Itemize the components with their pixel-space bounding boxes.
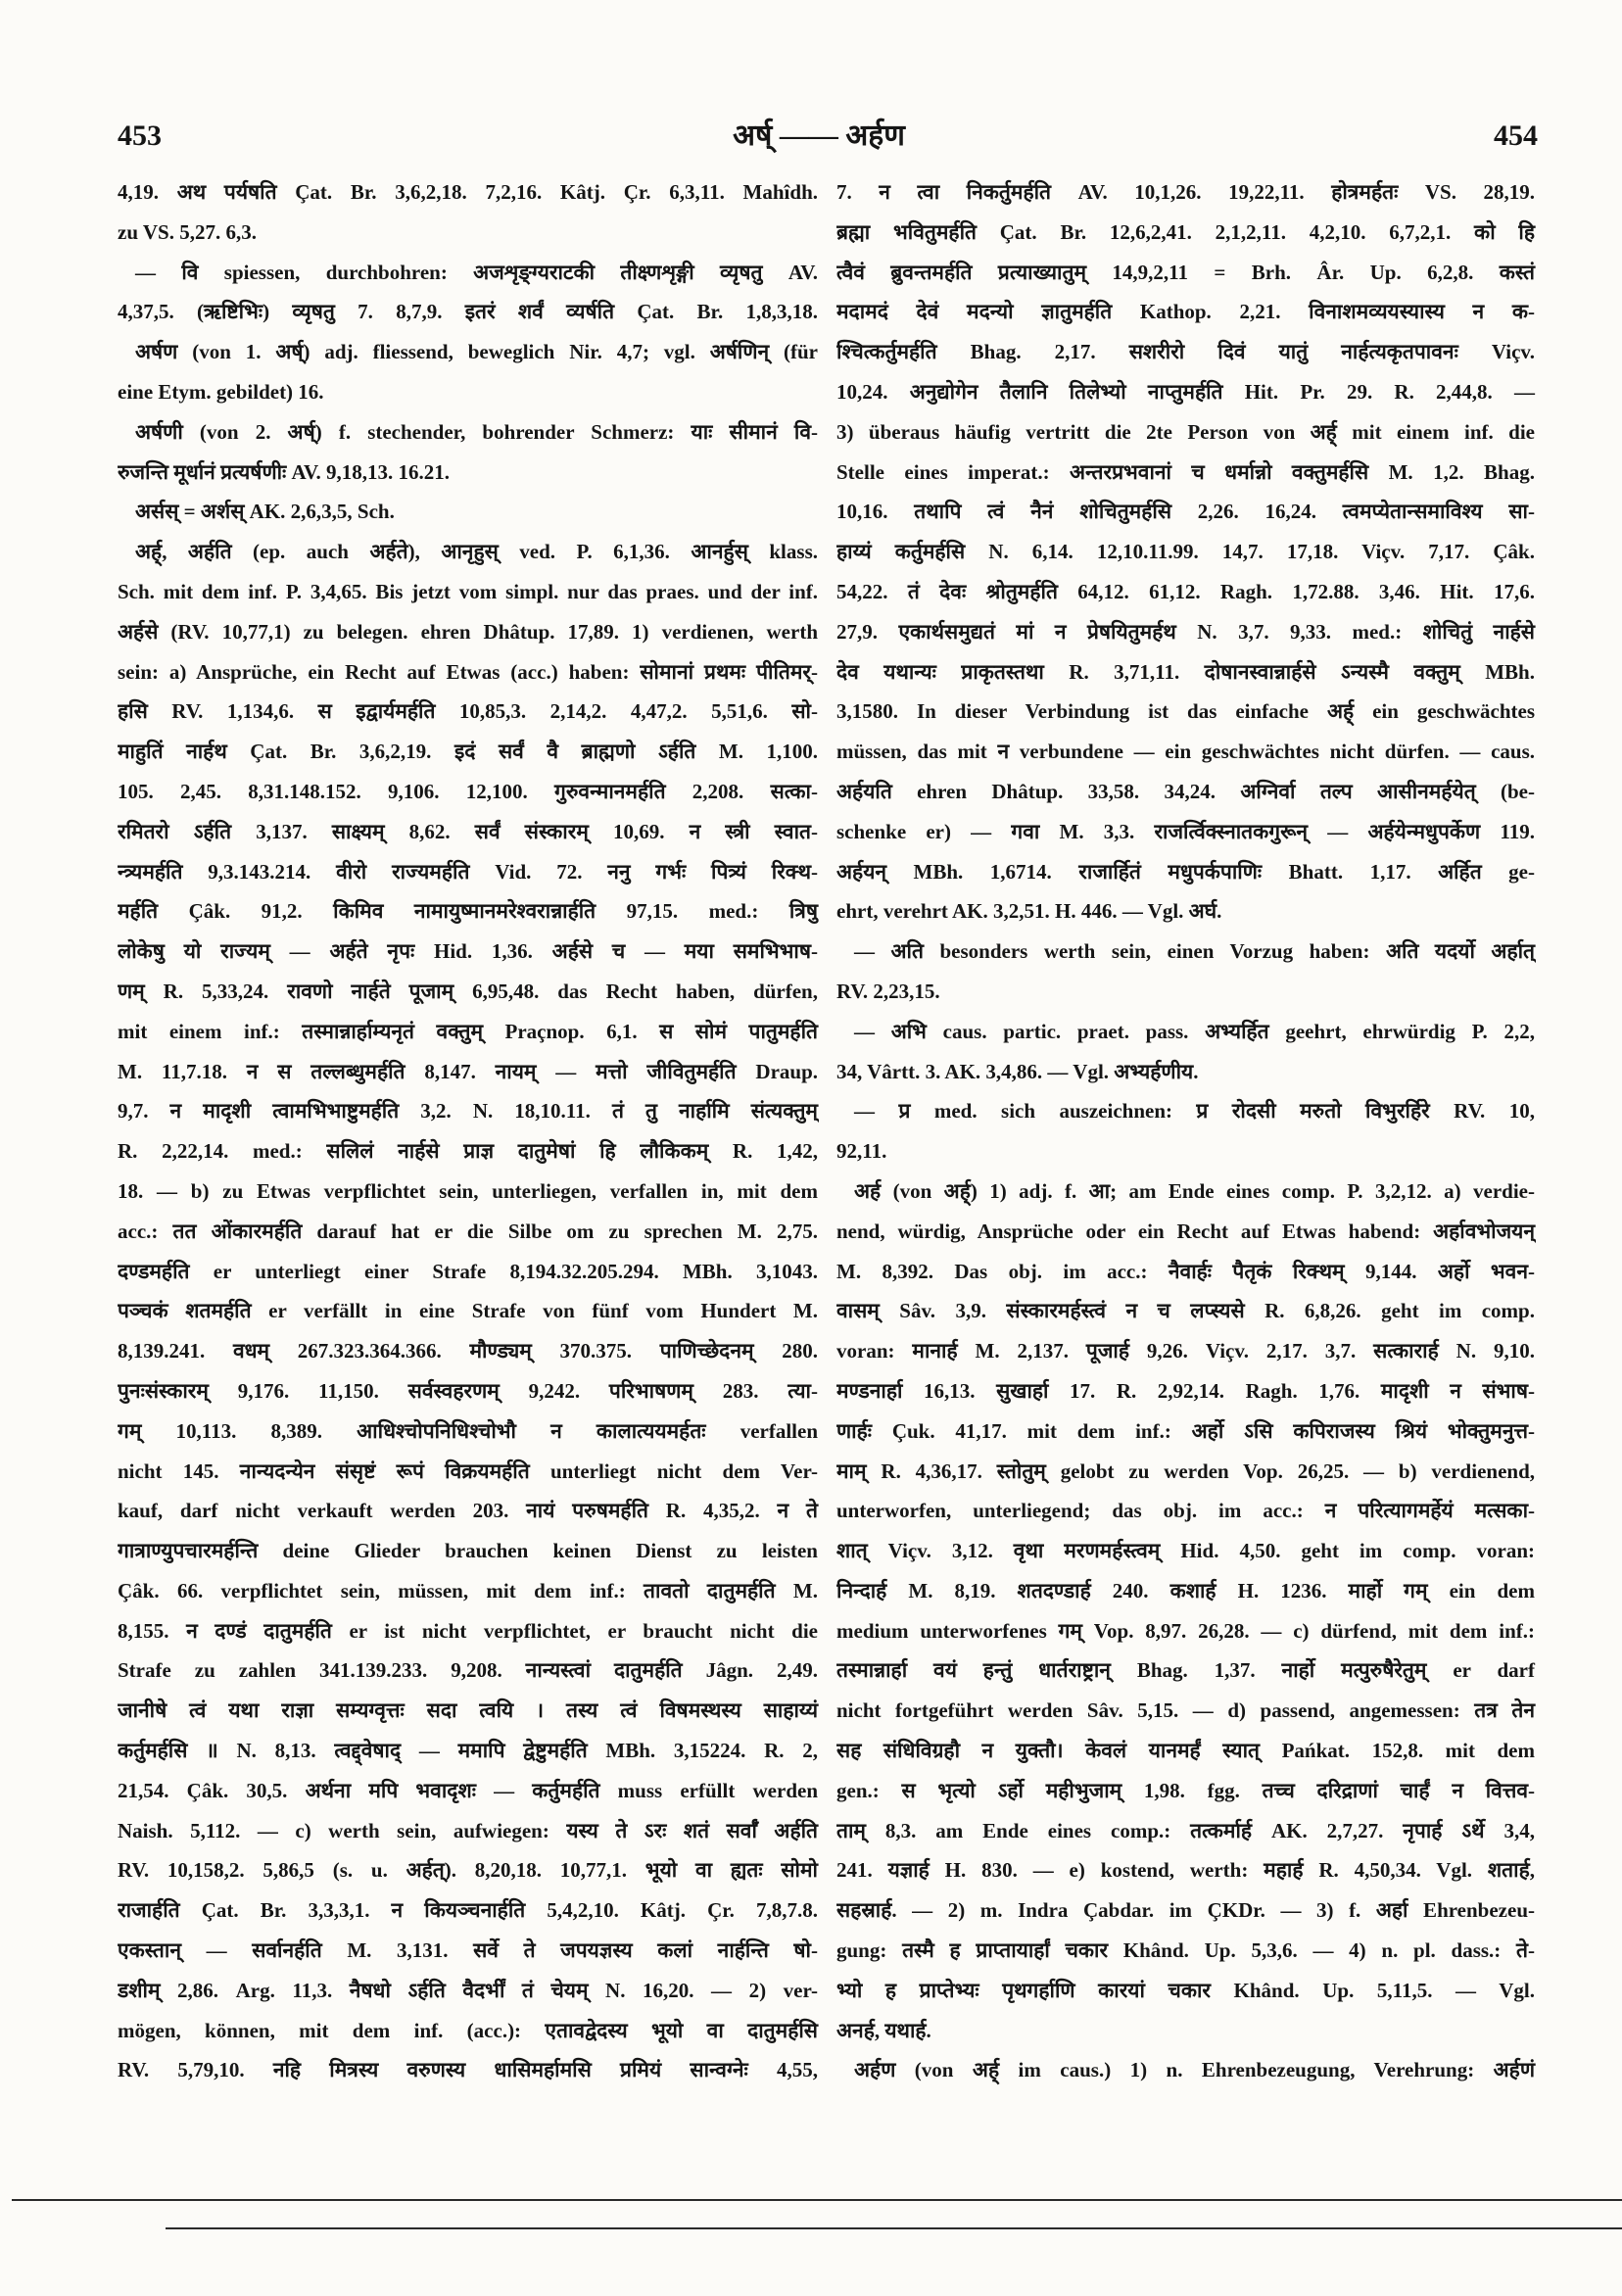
- line-text: अर्हयन् MBh. 1,6714. राजार्हितं मधुपर्कपाणिः Bhatt. 1,17. अर्हित ge-: [836, 859, 1535, 884]
- line-text: Çâk. 66. verpflichtet sein, müssen, mit dem inf.: तावतो दातुमर्हति M.: [118, 1578, 818, 1602]
- line-text: acc.: तत ओंकारमर्हति darauf hat er die Silbe om zu sprechen M. 2,75.: [118, 1219, 818, 1243]
- line-text: Stelle eines imperat.: अन्तरप्रभवानां च धर्मान्नो वक्तुमर्हसि M. 1,2. Bhag.: [836, 459, 1535, 484]
- text-line: [118, 1371, 819, 1411]
- line-text: — प्र med. sich auszeichnen: प्र रोदसी मरुतो विभुरर्हिरे RV. 10,: [854, 1099, 1535, 1124]
- line-text: gung: तस्मै ह प्राप्तायार्हां चकार Khând. Up. 5,3,6. — 4) n. pl. dass.: ते-: [836, 1938, 1535, 1963]
- line-text: एकस्तान् — सर्वानर्हति M. 3,131. सर्वे ते जपयज्ञस्य कलां नार्हन्ति षो-: [118, 1938, 818, 1963]
- line-text: अर्षण (von 1. अर्ष्) adj. fliessend, beweglich Nir. 4,7; vgl. अर्षणिन् (für: [135, 340, 818, 364]
- text-line: [836, 852, 1536, 892]
- line-text: अर्हसे (RV. 10,77,1) zu belegen. ehren Dhâtup. 17,89. 1) verdienen, werth: [118, 619, 818, 644]
- line-text: gen.: स भृत्यो ऽर्हो महीभुजाम् 1,98. fgg. तच्च दरिद्राणां चार्हं न वित्तव-: [836, 1778, 1535, 1802]
- text-line: [836, 1291, 1536, 1331]
- line-text: सह संधिविग्रहौ न युक्तौ। केवलं यानमर्हं स्यात् Pańkat. 152,8. mit dem: [836, 1739, 1535, 1763]
- text-line: [836, 1531, 1536, 1571]
- line-text: 7. न त्वा निकर्तुमर्हति AV. 10,1,26. 19,22,11. होत्रमर्हतः VS. 28,19.: [836, 180, 1535, 204]
- footer-rule: [166, 2227, 1622, 2229]
- text-line: [836, 932, 1536, 972]
- text-line: [118, 372, 819, 412]
- text-line: [118, 891, 819, 932]
- line-text: णम् R. 5,33,24. रावणो नार्हते पूजाम् 6,95,48. das Recht haben, dürfen,: [118, 979, 818, 1003]
- text-line: [836, 492, 1536, 532]
- line-text: kauf, darf nicht verkauft werden 203. नायं परुषमर्हति R. 4,35,2. न ते: [118, 1499, 818, 1523]
- text-line: [836, 1052, 1536, 1092]
- line-text: अर्हयति ehren Dhâtup. 33,58. 34,24. अग्निर्वा तल्प आसीनमर्हयेत् (be-: [836, 779, 1535, 803]
- text-line: [118, 1571, 819, 1611]
- text-line: [836, 1931, 1536, 1971]
- text-line: [118, 852, 819, 892]
- text-line: [836, 1212, 1536, 1252]
- line-text: RV. 10,158,2. 5,86,5 (s. u. अर्हत्). 8,20,18. 10,77,1. भूयो वा ह्यतः सोमो: [118, 1858, 818, 1883]
- text-line: [118, 572, 819, 612]
- text-line: [836, 1411, 1536, 1452]
- text-line: [118, 1531, 819, 1571]
- line-text: निन्दार्ह M. 8,19. शतदण्डार्ह 240. कशार्ह H. 1236. मार्हो गम् ein dem: [836, 1578, 1535, 1602]
- line-text: medium unterworfenes गम् Vop. 8,97. 26,28. — c) dürfend, mit dem inf.:: [836, 1618, 1535, 1643]
- text-line: [118, 492, 819, 532]
- line-text: गम् 10,113. 8,389. आधिश्चोपनिधिश्चोभौ न कालात्ययमर्हतः verfallen: [118, 1418, 818, 1443]
- text-line: [836, 292, 1536, 332]
- text-line: [836, 1850, 1536, 1890]
- text-line: [836, 172, 1536, 213]
- text-line: [836, 453, 1536, 493]
- line-text: 3,1580. In dieser Verbindung ist das einfache अर्ह् ein geschwächtes: [836, 699, 1535, 724]
- text-line: [118, 1650, 819, 1691]
- line-text: 10,16. तथापि त्वं नैनं शोचितुमर्हसि 2,26. 16,24. त्वमप्येतान्समाविश्य सा-: [836, 500, 1535, 524]
- text-line: [118, 2050, 819, 2090]
- text-line: [836, 412, 1536, 453]
- text-line: [118, 1012, 819, 1052]
- text-line: [836, 692, 1536, 732]
- right-column: [836, 172, 1536, 2090]
- line-text: 241. यज्ञार्ह H. 830. — e) kostend, werth: महार्ह R. 4,50,34. Vgl. शतार्ह,: [836, 1858, 1535, 1883]
- text-line: [118, 453, 819, 493]
- line-text: रमितरो ऽर्हति 3,137. साक्ष्यम् 8,62. सर्वं संस्कारम् 10,69. न स्त्री स्वात-: [118, 819, 818, 843]
- line-text: 34, Vârtt. 3. AK. 3,4,86. — Vgl. अभ्यर्हणीय.: [836, 1059, 1199, 1083]
- text-line: [118, 1212, 819, 1252]
- line-text: राजार्हति Çat. Br. 3,3,3,1. न कियञ्चनार्हति 5,4,2,10. Kâtj. Çr. 7,8,7.8.: [118, 1898, 818, 1923]
- line-text: 9,7. न मादृशी त्वामभिभाष्टुमर्हति 3,2. N. 18,10.11. तं तु नार्हामि संत्यक्तुम्: [118, 1099, 818, 1124]
- line-text: अर्हण (von अर्ह् im caus.) 1) n. Ehrenbezeugung, Verehrung: अर्हणं: [854, 2058, 1535, 2082]
- text-line: [836, 332, 1536, 372]
- line-text: Sch. mit dem inf. P. 3,4,65. Bis jetzt vom simpl. nur das praes. und der inf.: [118, 579, 818, 603]
- line-text: मण्डनार्हा 16,13. सुखार्हा 17. R. 2,92,14. Ragh. 1,76. मादृशी न संभाष-: [836, 1378, 1535, 1403]
- text-line: [836, 253, 1536, 293]
- text-line: [118, 812, 819, 852]
- text-line: [118, 1052, 819, 1092]
- line-text: देव यथान्यः प्राकृतस्तथा R. 3,71,11. दोषानस्वान्नार्हसे ऽन्यस्मै वक्तुम् MBh.: [836, 659, 1535, 684]
- line-text: कर्तुमर्हसि ॥ N. 8,13. त्वद्द्वेषाद् — ममापि द्वेष्टुमर्हति MBh. 3,15224. R. 2,: [118, 1739, 818, 1763]
- line-text: nend, würdig, Ansprüche oder ein Recht auf Etwas habend: अर्हावभोजयन्: [836, 1219, 1535, 1243]
- text-line: [118, 1850, 819, 1890]
- line-text: श्चित्कर्तुमर्हति Bhag. 2,17. सशरीरो दिवं यातुं नार्हत्यकृतपावनः Viçv.: [836, 340, 1535, 364]
- text-line: [118, 1172, 819, 1212]
- line-text: — अति besonders werth sein, einen Vorzug haben: अति यदर्यो अर्हात्: [854, 939, 1535, 964]
- text-line: [118, 1931, 819, 1971]
- line-text: eine Etym. gebildet) 16.: [118, 379, 324, 404]
- text-line: [118, 932, 819, 972]
- line-text: — अभि caus. partic. praet. pass. अभ्यर्हित geehrt, ehrwürdig P. 2,2,: [854, 1019, 1535, 1043]
- text-line: [836, 1611, 1536, 1651]
- page-number-left: 453: [118, 120, 162, 152]
- text-line: [118, 1411, 819, 1452]
- text-line: [118, 292, 819, 332]
- page-number-right: 454: [1494, 120, 1538, 152]
- text-line: [836, 213, 1536, 253]
- text-line: [118, 532, 819, 572]
- text-line: [836, 1491, 1536, 1531]
- text-line: [836, 1012, 1536, 1052]
- text-line: [118, 1731, 819, 1771]
- line-text: 18. — b) zu Etwas verpflichtet sein, unterliegen, verfallen in, mit dem: [118, 1178, 818, 1203]
- line-text: गात्राण्युपचारमर्हन्ति deine Glieder brauchen keinen Dienst zu leisten: [118, 1539, 818, 1563]
- running-head: अर्ष् —— अर्हण: [733, 120, 905, 152]
- footer-rule: [12, 2199, 1622, 2201]
- line-text: 105. 2,45. 8,31.148.152. 9,106. 12,100. गुरुवन्मानमर्हति 2,208. सत्का-: [118, 779, 818, 803]
- text-line: [836, 1691, 1536, 1731]
- line-text: मर्हति Çâk. 91,2. किमिव नामायुष्मानमरेश्वरान्नार्हति 97,15. med.: त्रिषु: [118, 899, 818, 924]
- line-text: nicht fortgeführt werden Sâv. 5,15. — d) passend, angemessen: तत्र तेन: [836, 1698, 1535, 1723]
- line-text: 8,139.241. वधम् 267.323.364.366. मौण्ड्यम् 370.375. पाणिच्छेदनम् 280.: [118, 1339, 818, 1363]
- text-line: [836, 1252, 1536, 1292]
- text-line: [118, 1331, 819, 1371]
- text-line: [836, 2050, 1536, 2090]
- line-text: ब्रह्मा भवितुमर्हति Çat. Br. 12,6,2,41. 2,1,2,11. 4,2,10. 6,7,2,1. को हि: [836, 219, 1535, 244]
- text-line: [836, 1650, 1536, 1691]
- text-line: [118, 1252, 819, 1292]
- line-text: अर्ह (von अर्ह्) 1) adj. f. आ; am Ende eines comp. P. 3,2,12. a) verdie-: [854, 1178, 1535, 1203]
- line-text: न्त्र्यमर्हति 9,3.143.214. वीरो राज्यमर्हति Vid. 72. ननु गर्भः पित्र्यं रिक्थ-: [118, 859, 818, 884]
- line-text: sein: a) Ansprüche, ein Recht auf Etwas (acc.) haben: सोमानां प्रथमः पीतिमर्-: [118, 659, 818, 684]
- line-text: डशीम् 2,86. Arg. 11,3. नैषधो ऽर्हति वैदर्भीं तं चेयम् N. 16,20. — 2) ver-: [118, 1978, 818, 2002]
- line-text: mit einem inf.: तस्मान्नार्हाम्यनृतं वक्तुम् Praçnop. 6,1. स सोमं पातुमर्हति: [118, 1019, 818, 1043]
- text-line: [836, 1091, 1536, 1131]
- line-text: 8,155. न दण्डं दातुमर्हति er ist nicht verpflichtet, er braucht nicht die: [118, 1618, 818, 1643]
- line-text: पुनःसंस्कारम् 9,176. 11,150. सर्वस्वहरणम् 9,242. परिभाषणम् 283. त्या-: [118, 1378, 818, 1403]
- line-text: 54,22. तं देवः श्रोतुमर्हति 64,12. 61,12. Ragh. 1,72.88. 3,46. Hit. 17,6.: [836, 579, 1535, 603]
- line-text: voran: मानार्ह M. 2,137. पूजार्ह 9,26. Viçv. 2,17. 3,7. सत्कारार्ह N. 9,10.: [836, 1339, 1535, 1363]
- text-line: [118, 692, 819, 732]
- text-line: [836, 1571, 1536, 1611]
- line-text: तस्मान्नार्हा वयं हन्तुं धार्तराष्ट्रान् Bhag. 1,37. नार्हो मत्पुरुषैरेतुम् er darf: [836, 1658, 1535, 1683]
- text-line: [118, 172, 819, 213]
- line-text: mögen, können, mit dem inf. (acc.): एतावद्वेदस्य भूयो वा दातुमर्हसि: [118, 2018, 818, 2042]
- text-line: [836, 612, 1536, 652]
- text-line: [836, 1890, 1536, 1931]
- line-text: ताम् 8,3. am Ende eines comp.: तत्कर्मार्ह AK. 2,7,27. नृपार्ह ऽर्थे 3,4,: [836, 1818, 1535, 1842]
- text-line: [118, 253, 819, 293]
- text-line: [118, 332, 819, 372]
- text-line: [118, 772, 819, 812]
- text-line: [118, 1691, 819, 1731]
- text-line: [118, 1971, 819, 2011]
- text-line: [836, 1371, 1536, 1411]
- line-text: R. 2,22,14. med.: सलिलं नार्हसे प्राज्ञ दातुमेषां हि लौकिकम् R. 1,42,: [118, 1139, 818, 1164]
- line-text: Naish. 5,112. — c) werth sein, aufwiegen: यस्य ते ऽरः शतं सर्वाँ अर्हति: [118, 1818, 818, 1842]
- text-line: [836, 372, 1536, 412]
- line-text: सहस्रार्ह. — 2) m. Indra Çabdar. im ÇKDr. — 3) f. अर्हा Ehrenbezeu-: [836, 1898, 1535, 1923]
- line-text: ehrt, verehrt AK. 3,2,51. H. 446. — Vgl. अर्घ.: [836, 899, 1222, 924]
- text-line: [118, 412, 819, 453]
- line-text: वासम् Sâv. 3,9. संस्कारमर्हस्त्वं न च लप्स्यसे R. 6,8,26. geht im comp.: [836, 1299, 1535, 1323]
- line-text: रुजन्ति मूर्धानं प्रत्यर्षणीः AV. 9,18,13. 16.21.: [118, 459, 450, 484]
- line-text: unterworfen, unterliegend; das obj. im acc.: न परित्यागमर्हेयं मत्सका-: [836, 1499, 1535, 1523]
- line-text: 4,19. अथ पर्यषति Çat. Br. 3,6,2,18. 7,2,16. Kâtj. Çr. 6,3,11. Mahîdh.: [118, 180, 818, 204]
- text-line: [118, 1452, 819, 1492]
- text-line: [836, 732, 1536, 772]
- text-line: [118, 612, 819, 652]
- line-text: अर्ह्, अर्हति (ep. auch अर्हते), आनृहुस् ved. P. 6,1,36. आनर्हुस् klass.: [135, 540, 818, 564]
- text-line: [836, 1771, 1536, 1811]
- text-line: [118, 1771, 819, 1811]
- text-line: [836, 812, 1536, 852]
- line-text: M. 11,7.18. न स तल्लब्धुमर्हति 8,147. नायम् — मत्तो जीवितुमर्हति Draup.: [118, 1059, 818, 1083]
- left-column: [118, 172, 819, 2090]
- line-text: अर्सस् = अर्शस् AK. 2,6,3,5, Sch.: [135, 500, 395, 524]
- text-line: [118, 213, 819, 253]
- text-line: [836, 652, 1536, 693]
- line-text: 27,9. एकार्थसमुद्यतं मां न प्रेषयितुमर्हथ N. 3,7. 9,33. med.: शोचितुं नार्हसे: [836, 619, 1535, 644]
- line-text: RV. 5,79,10. नहि मित्रस्य वरुणस्य धासिमर्हामसि प्रमियं सान्वग्नेः 4,55,: [118, 2058, 818, 2082]
- text-line: [836, 891, 1536, 932]
- line-text: भ्यो ह प्राप्तेभ्यः पृथगर्हाणि कारयां चकार Khând. Up. 5,11,5. — Vgl.: [836, 1978, 1535, 2002]
- line-text: णार्हः Çuk. 41,17. mit dem inf.: अर्हो ऽसि कपिराजस्य श्रियं भोक्तुमनुत्त-: [836, 1418, 1535, 1443]
- line-text: माहुतिं नार्हथ Çat. Br. 3,6,2,19. इदं सर्वं वै ब्राह्मणो ऽर्हति M. 1,100.: [118, 740, 818, 764]
- line-text: मदामदं देवं मदन्यो ज्ञातुमर्हति Kathop. 2,21. विनाशमव्ययस्यास्य न क-: [836, 300, 1535, 324]
- text-line: [836, 1731, 1536, 1771]
- text-line: [118, 1811, 819, 1851]
- line-text: zu VS. 5,27. 6,3.: [118, 219, 257, 244]
- line-text: M. 8,392. Das obj. im acc.: नैवार्हः पैतृकं रिक्थम् 9,144. अर्हो भवन-: [836, 1259, 1535, 1283]
- line-text: RV. 2,23,15.: [836, 979, 940, 1003]
- line-text: त्वैवं ब्रुवन्तमर्हति प्रत्याख्यातुम् 14,9,2,11 = Brh. Âr. Up. 6,2,8. कस्तं: [836, 260, 1535, 284]
- text-line: [118, 1091, 819, 1131]
- line-text: पञ्चकं शतमर्हति er verfällt in eine Strafe von fünf vom Hundert M.: [118, 1299, 818, 1323]
- line-text: अर्षणी (von 2. अर्ष्) f. stechender, bohrender Schmerz: याः सीमानं वि-: [135, 419, 818, 444]
- text-line: [836, 572, 1536, 612]
- line-text: 10,24. अनुद्योगेन तैलानि तिलेभ्यो नाप्तुमर्हति Hit. Pr. 29. R. 2,44,8. —: [836, 379, 1535, 404]
- text-line: [836, 1331, 1536, 1371]
- line-text: 3) überaus häufig vertritt die 2te Person von अर्ह् mit einem inf. die: [836, 419, 1535, 444]
- line-text: हाय्यं कर्तुमर्हसि N. 6,14. 12,10.11.99. 14,7. 17,18. Viçv. 7,17. Çâk.: [836, 540, 1535, 564]
- line-text: शात् Viçv. 3,12. वृथा मरणमर्हस्त्वम् Hid. 4,50. geht im comp. voran:: [836, 1539, 1535, 1563]
- line-text: 4,37,5. (ऋष्टिभिः) व्यृषतु 7. 8,7,9. इतरं शर्वं व्यर्षति Çat. Br. 1,8,3,18.: [118, 300, 818, 324]
- text-line: [836, 532, 1536, 572]
- line-text: 21,54. Çâk. 30,5. अर्थना मपि भवादृशः — कर्तुमर्हति muss erfüllt werden: [118, 1778, 818, 1802]
- text-line: [836, 1971, 1536, 2011]
- line-text: माम् R. 4,36,17. स्तोतुम् gelobt zu werden Vop. 26,25. — b) verdienend,: [836, 1459, 1535, 1483]
- line-text: लोकेषु यो राज्यम् — अर्हते नृपः Hid. 1,36. अर्हसे च — मया समभिभाष-: [118, 939, 818, 964]
- text-line: [118, 2011, 819, 2051]
- text-line: [836, 1452, 1536, 1492]
- line-text: अनर्ह, यथार्ह.: [836, 2018, 931, 2042]
- text-line: [118, 972, 819, 1012]
- line-text: nicht 145. नान्यदन्येन संसृष्टं रूपं विक्रयमर्हति unterliegt nicht dem Ver-: [118, 1459, 818, 1483]
- text-line: [118, 1890, 819, 1931]
- text-line: [118, 1131, 819, 1172]
- text-line: [836, 1131, 1536, 1172]
- line-text: जानीषे त्वं यथा राज्ञा सम्यग्वृत्तः सदा त्वयि । तस्य त्वं विषमस्थस्य साहाय्यं: [118, 1698, 818, 1723]
- line-text: हसि RV. 1,134,6. स इद्वार्यमर्हति 10,85,3. 2,14,2. 4,47,2. 5,51,6. सो-: [118, 699, 818, 724]
- line-text: Strafe zu zahlen 341.139.233. 9,208. नान्यस्त्वां दातुमर्हति Jâgn. 2,49.: [118, 1658, 818, 1683]
- line-text: müssen, das mit न verbundene — ein geschwächtes nicht dürfen. — caus.: [836, 740, 1535, 764]
- text-line: [836, 1172, 1536, 1212]
- line-text: 92,11.: [836, 1139, 887, 1164]
- line-text: दण्डमर्हति er unterliegt einer Strafe 8,194.32.205.294. MBh. 3,1043.: [118, 1259, 818, 1283]
- text-line: [836, 972, 1536, 1012]
- text-line: [836, 1811, 1536, 1851]
- text-line: [118, 652, 819, 693]
- text-line: [118, 1491, 819, 1531]
- text-line: [836, 772, 1536, 812]
- line-text: — वि spiessen, durchbohren: अजशृङ्ग्यराटकी तीक्ष्णशृङ्गी व्यृषतु AV.: [135, 260, 818, 284]
- text-line: [118, 1291, 819, 1331]
- line-text: schenke er) — गवा M. 3,3. राजर्त्विक्स्नातकगुरून् — अर्हयेन्मधुपर्केण 119.: [836, 819, 1535, 843]
- text-line: [118, 732, 819, 772]
- text-line: [836, 2011, 1536, 2051]
- text-line: [118, 1611, 819, 1651]
